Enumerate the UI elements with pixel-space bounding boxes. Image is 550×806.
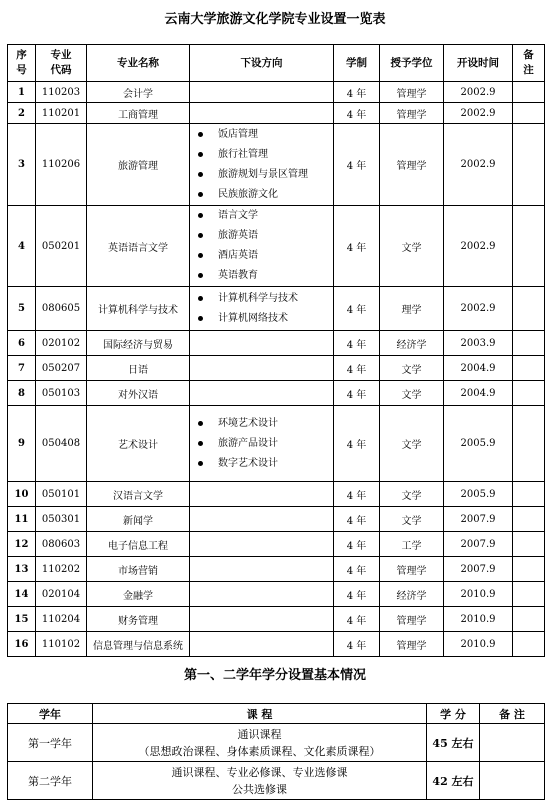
major-degree: 经济学 [380,582,444,607]
header-directions: 下设方向 [190,45,334,82]
credits-course-line1: 通识课程、专业必修课、专业选修课 [171,765,348,779]
major-start: 2004.9 [444,356,513,381]
major-note [513,103,545,124]
major-degree: 文学 [380,507,444,532]
major-name: 金融学 [87,582,190,607]
major-code: 110202 [36,557,87,582]
major-code: 110204 [36,607,87,632]
major-start: 2002.9 [444,103,513,124]
major-degree: 管理学 [380,557,444,582]
majors-table [7,44,545,657]
major-note [513,406,545,482]
major-code: 110206 [36,124,87,206]
header-row [8,45,545,82]
major-start: 2005.9 [444,482,513,507]
header-degree: 授予学位 [380,45,444,82]
major-duration: 4 年 [334,482,380,507]
major-duration: 4 年 [334,607,380,632]
direction-item: 旅行社管理 [196,145,333,165]
major-start: 2004.9 [444,381,513,406]
table-row [8,381,545,406]
direction-item: 数字艺术设计 [196,454,333,474]
direction-item: 饭店管理 [196,125,333,145]
major-name: 日语 [87,356,190,381]
credits-course [93,724,427,762]
major-name: 计算机科学与技术 [87,287,190,331]
credits-table [7,703,545,800]
major-directions [190,287,334,331]
row-number: 5 [8,287,36,331]
major-directions [190,356,334,381]
major-start: 2002.9 [444,206,513,287]
major-code: 050301 [36,507,87,532]
table-row [8,557,545,582]
major-directions [190,82,334,103]
major-start: 2002.9 [444,124,513,206]
major-degree: 管理学 [380,632,444,657]
major-degree: 管理学 [380,124,444,206]
direction-item: 计算机网络技术 [196,309,333,329]
major-degree: 文学 [380,206,444,287]
major-code: 050101 [36,482,87,507]
credits-course-line1: 通识课程 [237,727,282,741]
table-row [8,206,545,287]
major-code: 050408 [36,406,87,482]
direction-item: 环境艺术设计 [196,414,333,434]
row-number: 12 [8,532,36,557]
major-name: 会计学 [87,82,190,103]
major-note [513,557,545,582]
row-number: 9 [8,406,36,482]
major-name: 电子信息工程 [87,532,190,557]
major-directions [190,557,334,582]
credits-value: 45 左右 [427,724,480,762]
major-directions [190,482,334,507]
major-note [513,331,545,356]
credits-course-line2: （思想政治课程、身体素质课程、文化素质课程） [138,744,381,758]
major-code: 020102 [36,331,87,356]
major-degree: 管理学 [380,607,444,632]
major-code: 020104 [36,582,87,607]
major-degree: 文学 [380,482,444,507]
direction-item: 语言文学 [196,206,333,226]
major-code: 110203 [36,82,87,103]
major-directions [190,607,334,632]
major-directions [190,206,334,287]
major-note [513,206,545,287]
table-row [8,331,545,356]
direction-list [190,414,333,474]
major-code: 050207 [36,356,87,381]
major-note [513,582,545,607]
major-note [513,532,545,557]
major-note [513,82,545,103]
major-start: 2002.9 [444,287,513,331]
major-start: 2010.9 [444,607,513,632]
major-code: 110102 [36,632,87,657]
header-start: 开设时间 [444,45,513,82]
major-note [513,124,545,206]
major-directions [190,532,334,557]
header-code: 专业 代码 [36,45,87,82]
major-code: 080605 [36,287,87,331]
direction-item: 旅游英语 [196,226,333,246]
table-row [8,632,545,657]
credits-note [480,724,545,762]
table-row [8,582,545,607]
table-title: 云南大学旅游文化学院专业设置一览表 [164,12,386,27]
major-directions [190,507,334,532]
major-duration: 4 年 [334,507,380,532]
credits-course [93,762,427,800]
major-directions [190,582,334,607]
major-name: 市场营销 [87,557,190,582]
direction-list [190,289,333,329]
major-degree: 经济学 [380,331,444,356]
row-number: 1 [8,82,36,103]
major-start: 2003.9 [444,331,513,356]
major-degree: 管理学 [380,103,444,124]
major-degree: 文学 [380,406,444,482]
major-directions [190,406,334,482]
table-row [8,287,545,331]
major-duration: 4 年 [334,406,380,482]
table-row [8,507,545,532]
major-note [513,356,545,381]
direction-item: 旅游产品设计 [196,434,333,454]
major-name: 新闻学 [87,507,190,532]
major-start: 2010.9 [444,632,513,657]
major-duration: 4 年 [334,103,380,124]
row-number: 6 [8,331,36,356]
credits-header-course: 课 程 [93,704,427,724]
credits-header-credit: 学 分 [427,704,480,724]
credits-header-row [8,704,545,724]
table-row [8,406,545,482]
major-code: 110201 [36,103,87,124]
major-note [513,381,545,406]
row-number: 2 [8,103,36,124]
credits-row [8,724,545,762]
row-number: 8 [8,381,36,406]
major-start: 2007.9 [444,507,513,532]
header-no: 序 号 [8,45,36,82]
direction-item: 计算机科学与技术 [196,289,333,309]
credits-course-line2: 公共选修课 [232,782,287,796]
major-name: 英语语言文学 [87,206,190,287]
credits-row [8,762,545,800]
direction-list [190,125,333,205]
row-number: 13 [8,557,36,582]
credits-title: 第一、二学年学分设置基本情况 [183,668,366,683]
credits-header-year: 学年 [8,704,93,724]
major-start: 2005.9 [444,406,513,482]
direction-item: 英语教育 [196,266,333,286]
row-number: 7 [8,356,36,381]
major-duration: 4 年 [334,124,380,206]
major-name: 对外汉语 [87,381,190,406]
major-name: 艺术设计 [87,406,190,482]
major-duration: 4 年 [334,206,380,287]
major-degree: 管理学 [380,82,444,103]
major-degree: 文学 [380,381,444,406]
major-note [513,507,545,532]
major-duration: 4 年 [334,287,380,331]
major-code: 050103 [36,381,87,406]
major-note [513,632,545,657]
major-duration: 4 年 [334,582,380,607]
header-note: 备 注 [513,45,545,82]
row-number: 4 [8,206,36,287]
row-number: 14 [8,582,36,607]
table-row [8,103,545,124]
credits-value: 42 左右 [427,762,480,800]
major-name: 信息管理与信息系统 [87,632,190,657]
table-row [8,356,545,381]
direction-item: 民族旅游文化 [196,185,333,205]
table-row [8,82,545,103]
row-number: 11 [8,507,36,532]
direction-list [190,206,333,286]
major-duration: 4 年 [334,356,380,381]
major-note [513,287,545,331]
major-duration: 4 年 [334,532,380,557]
major-directions [190,103,334,124]
major-note [513,607,545,632]
major-directions [190,632,334,657]
table-row [8,532,545,557]
major-code: 050201 [36,206,87,287]
major-start: 2007.9 [444,532,513,557]
major-duration: 4 年 [334,557,380,582]
major-name: 财务管理 [87,607,190,632]
major-start: 2002.9 [444,82,513,103]
major-degree: 理学 [380,287,444,331]
major-duration: 4 年 [334,82,380,103]
major-code: 080603 [36,532,87,557]
major-directions [190,124,334,206]
credits-header-note: 备 注 [480,704,545,724]
major-directions [190,331,334,356]
table-row [8,482,545,507]
major-name: 旅游管理 [87,124,190,206]
credits-note [480,762,545,800]
direction-item: 酒店英语 [196,246,333,266]
row-number: 10 [8,482,36,507]
major-start: 2007.9 [444,557,513,582]
credits-year: 第二学年 [8,762,93,800]
major-note [513,482,545,507]
header-name: 专业名称 [87,45,190,82]
major-name: 汉语言文学 [87,482,190,507]
major-duration: 4 年 [334,381,380,406]
row-number: 3 [8,124,36,206]
table-row [8,607,545,632]
major-degree: 工学 [380,532,444,557]
row-number: 16 [8,632,36,657]
major-name: 工商管理 [87,103,190,124]
major-name: 国际经济与贸易 [87,331,190,356]
major-duration: 4 年 [334,331,380,356]
header-duration: 学制 [334,45,380,82]
major-degree: 文学 [380,356,444,381]
major-directions [190,381,334,406]
major-duration: 4 年 [334,632,380,657]
table-row [8,124,545,206]
row-number: 15 [8,607,36,632]
major-start: 2010.9 [444,582,513,607]
credits-year: 第一学年 [8,724,93,762]
direction-item: 旅游规划与景区管理 [196,165,333,185]
